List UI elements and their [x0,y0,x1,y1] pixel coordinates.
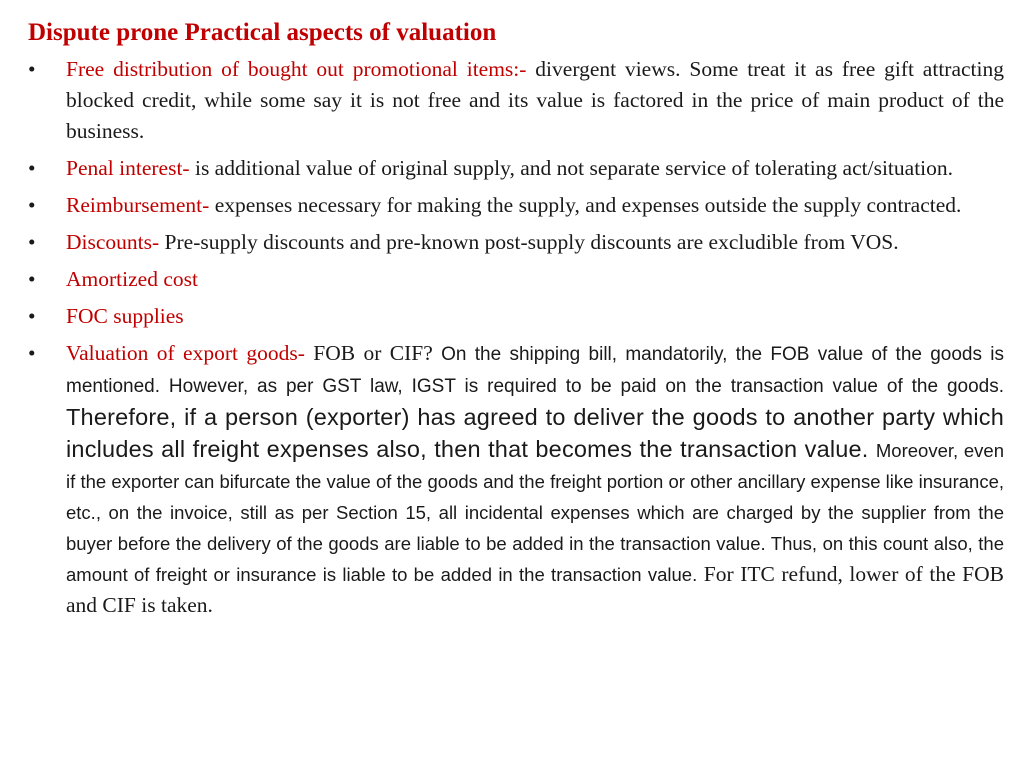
bullet-heading: Free distribution of bought out promotional items:- [66,57,527,81]
bullet-item [28,54,1004,147]
bullet-item [28,153,1004,184]
bullet-heading: Amortized cost [66,267,198,291]
bullet-body: expenses necessary for making the supply, and expenses outside the supply contracted. [209,193,962,217]
bullet-icon: • [28,193,36,217]
bullet-icon: • [28,341,36,365]
bullet-heading: Reimbursement- [66,193,210,217]
bullet-item [28,190,1004,221]
bullet-icon: • [28,57,36,81]
bullet-list [28,54,1004,621]
bullet-heading: Discounts- [66,230,160,254]
bullet-body: For ITC refund, lower of the FOB and CIF is taken. [66,562,1004,617]
bullet-body: is additional value of original supply, and not separate service of tolerating act/situation. [189,156,954,180]
bullet-icon: • [28,304,36,328]
bullet-icon: • [28,156,36,180]
bullet-item [28,338,1004,621]
bullet-item [28,301,1004,332]
bullet-heading: Valuation of export goods- [66,341,305,365]
bullet-icon: • [28,267,36,291]
bullet-body: Pre-supply discounts and pre-known post-supply discounts are excludible from VOS. [159,230,899,254]
bullet-body: Moreover, even if the exporter can bifurcate the value of the goods and the freight portion or other ancillary expense like insurance, etc., on the invoice, still as per Section 15, all incidental expenses which are charged by the supplier from the buyer before the delivery of the goods are liable to be added in the transaction value. Thus, on this count also, the amount of freight or insurance is liable to be added in the transaction value. [66,440,1005,585]
bullet-body: divergent views. Some treat it as free gift attracting blocked credit, while some say it is not free and its value is factored in the price of main product of the business. [66,57,1004,143]
bullet-body: FOB or CIF? [304,341,442,365]
bullet-icon: • [28,230,36,254]
bullet-body: Therefore, if a person (exporter) has agreed to deliver the goods to another party which includes all freight expenses also, then that becomes the transaction value. [66,404,1004,462]
bullet-heading: Penal interest- [66,156,190,180]
bullet-heading: FOC supplies [66,304,184,328]
bullet-item [28,227,1004,258]
bullet-body: On the shipping bill, mandatorily, the FOB value of the goods is mentioned. However, as per GST law, IGST is required to be paid on the transaction value of the goods. [66,344,1005,397]
slide-title: Dispute prone Practical aspects of valuation [28,19,497,46]
bullet-item [28,264,1004,295]
